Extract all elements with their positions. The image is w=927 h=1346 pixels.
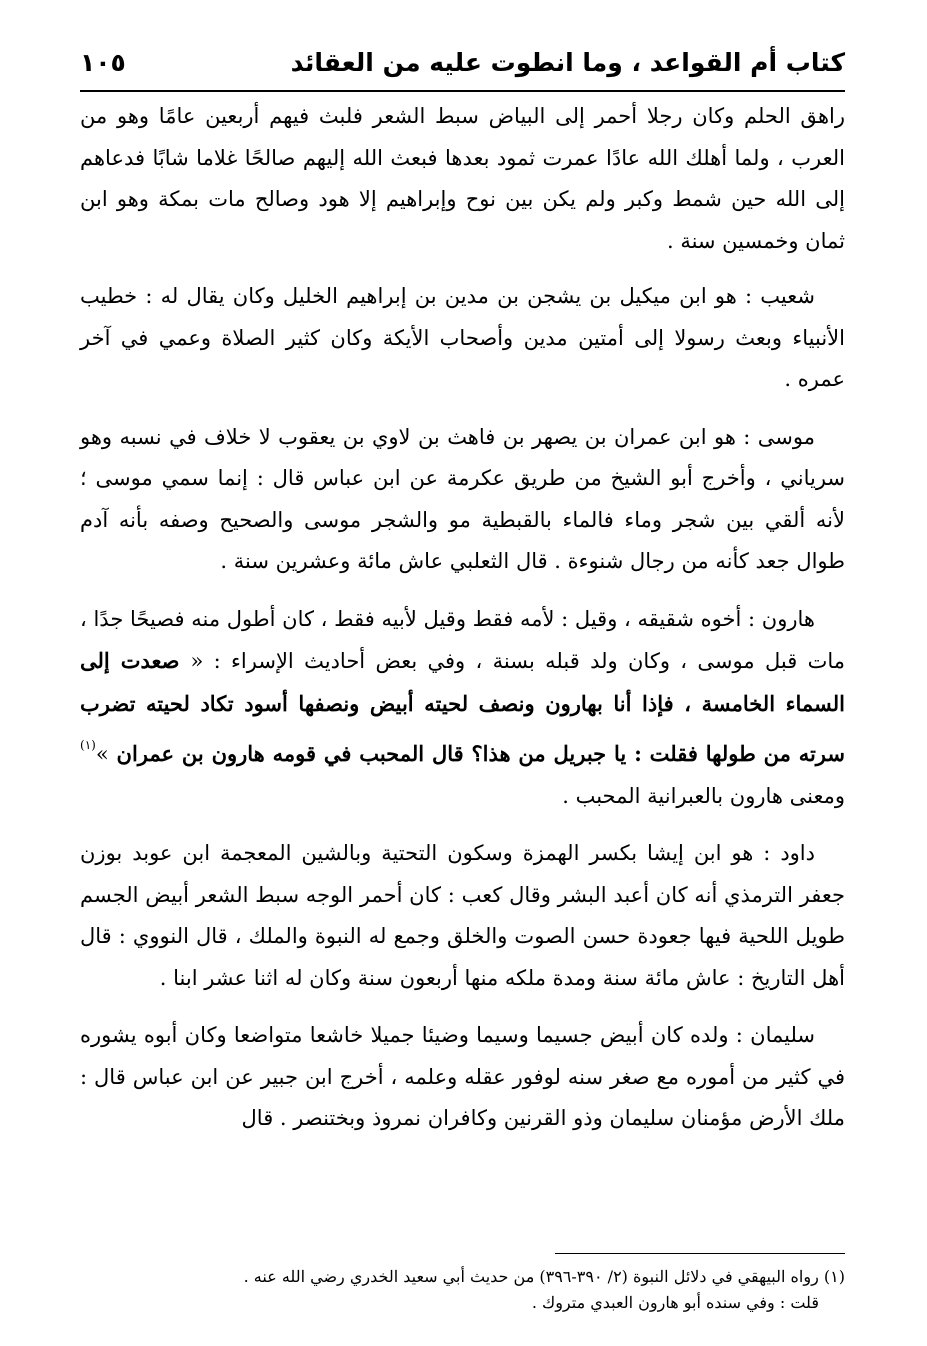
paragraph-text: داود : هو ابن إيشا بكسر الهمزة وسكون التحتية وبالشين المعجمة ابن عوبد بوزن جعفر الترمذي أنه كان أعبد البشر وقال كعب : كان أحمر الوجه سبط الشعر أبيض الجسم طويل اللحية فيها جعودة حسن الصوت والخلق وجمع له النبوة والملك ، قال النووي : قال أهل التاريخ : عاش مائة سنة ومدة ملكه منها أربعون سنة وكان له اثنا عشر ابنا .	[80, 841, 845, 990]
footnote-1: (١) رواه البيهقي في دلائل النبوة (٢/ ٣٩٠-٣٩٦) من حديث أبي سعيد الخدري رضي الله عنه .	[243, 1267, 845, 1286]
footnote-marker[interactable]: (١)	[80, 738, 96, 752]
paragraph-text: ومعنى هارون بالعبرانية المحبب .	[562, 783, 845, 808]
page-header	[80, 34, 845, 92]
footnote-divider	[555, 1253, 845, 1254]
paragraph-dawud	[80, 833, 845, 999]
paragraph-continuation	[80, 96, 845, 262]
quote-close: »	[95, 742, 109, 766]
paragraph-text: سليمان : ولده كان أبيض جسيما وسيما وضيئا جميلا خاشعا متواضعا وكان أبوه يشوره في كثير من أموره مع صغر سنه لوفور عقله وعلمه ، أخرج ابن جبير عن ابن عباس قال : ملك الأرض مؤمنان سليمان وذو القرنين وكافران نمروذ وبختنصر . قال	[80, 1023, 845, 1130]
main-text	[80, 96, 845, 1156]
paragraph-text: موسى : هو ابن عمران بن يصهر بن فاهث بن لاوي بن يعقوب لا خلاف في نسبه وهو سرياني ، وأخرج أبو الشيخ من طريق عكرمة عن ابن عباس قال : إنما سمي موسى ؛ لأنه ألقي بين شجر وماء فالماء بالقبطية مو والشجر موسى والصحيح وصفه بأنه آدم طوال جعد كأنه من رجال شنوءة . قال الثعلبي عاش مائة وعشرين سنة .	[80, 424, 845, 573]
footnote-note-text: قلت : وفي سنده أبو هارون العبدي متروك .	[531, 1293, 819, 1312]
paragraph-harun	[80, 599, 845, 818]
paragraph-sulayman	[80, 1015, 845, 1140]
paragraph-shuayb	[80, 276, 845, 401]
hadith-quote: صعدت إلى السماء الخامسة ، فإذا أنا بهارون ونصف لحيته أبيض ونصفها أسود تكاد لحيته تضرب سرته من طولها فقلت : يا جبريل من هذا؟ قال المحبب في قومه هارون بن عمران	[80, 648, 845, 766]
paragraph-text: راهق الحلم وكان رجلا أحمر إلى البياض سبط الشعر فلبث فيهم أربعين عامًا وهو من العرب ، ولما أهلك الله عادًا عمرت ثمود بعدها فبعث الله إليهم صالحًا غلاما شابًا فدعاهم إلى الله حين شمط وكبر ولم يكن بين نوح وإبراهيم إلا هود وصالح مات بمكة وهو ابن ثمان وخمسين سنة .	[80, 104, 845, 253]
paragraph-text: هارون : أخوه شقيقه ، وقيل : لأمه فقط وقيل لأبيه فقط ، كان أطول منه فصيحًا جدًا ، مات قبل موسى ، وكان ولد قبله بسنة ، وفي بعض أحاديث الإسراء : «	[80, 606, 845, 673]
paragraph-musa	[80, 417, 845, 583]
footnotes	[80, 1264, 845, 1316]
page-number: ١٠٥	[80, 47, 126, 77]
paragraph-text: شعيب : هو ابن ميكيل بن يشجن بن مدين بن إبراهيم الخليل وكان يقال له : خطيب الأنبياء وبعث رسولا إلى أمتين مدين وأصحاب الأيكة وكان كثير الصلاة وعمي في آخر عمره .	[80, 284, 845, 391]
footnote-note	[80, 1290, 845, 1316]
running-title: كتاب أم القواعد ، وما انطوت عليه من العقائد	[290, 47, 845, 77]
